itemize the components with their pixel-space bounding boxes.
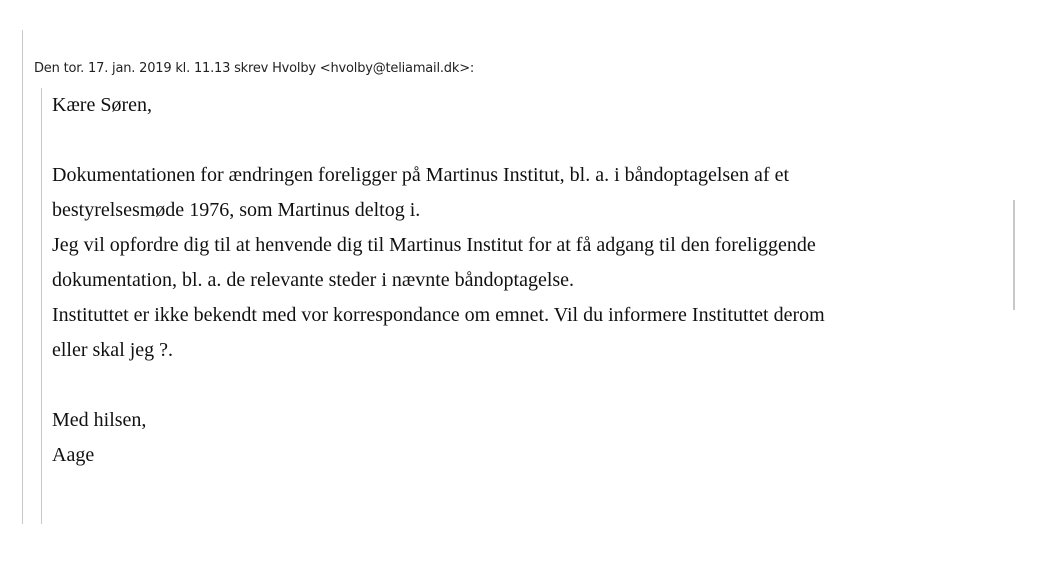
quoted-message-body (52, 88, 1002, 473)
message-line: eller skal jeg ?. (52, 339, 174, 361)
scrollbar[interactable] (1013, 200, 1015, 310)
message-line: Jeg vil opfordre dig til at henvende dig til Martinus Institut for at få adgang til den foreliggende (52, 234, 816, 256)
message-line: bestyrelsesmøde 1976, som Martinus deltog i. (52, 199, 421, 221)
message-closing: Med hilsen, (52, 409, 147, 431)
message-line: dokumentation, bl. a. de relevante steder i nævnte båndoptagelse. (52, 269, 575, 291)
message-greeting: Kære Søren, (52, 94, 152, 116)
blank-line (52, 368, 1002, 403)
quote-attribution: Den tor. 17. jan. 2019 kl. 11.13 skrev Hvolby <hvolby@teliamail.dk>: (34, 61, 475, 76)
message-line: Instituttet er ikke bekendt med vor korrespondance om emnet. Vil du informere Instituttet derom (52, 304, 825, 326)
message-line: Dokumentationen for ændringen foreligger på Martinus Institut, bl. a. i båndoptagelsen af et (52, 164, 790, 186)
blank-line (52, 123, 1002, 158)
message-signature: Aage (52, 444, 95, 466)
outer-quote-bar (22, 30, 23, 524)
inner-quote-bar (41, 88, 42, 524)
